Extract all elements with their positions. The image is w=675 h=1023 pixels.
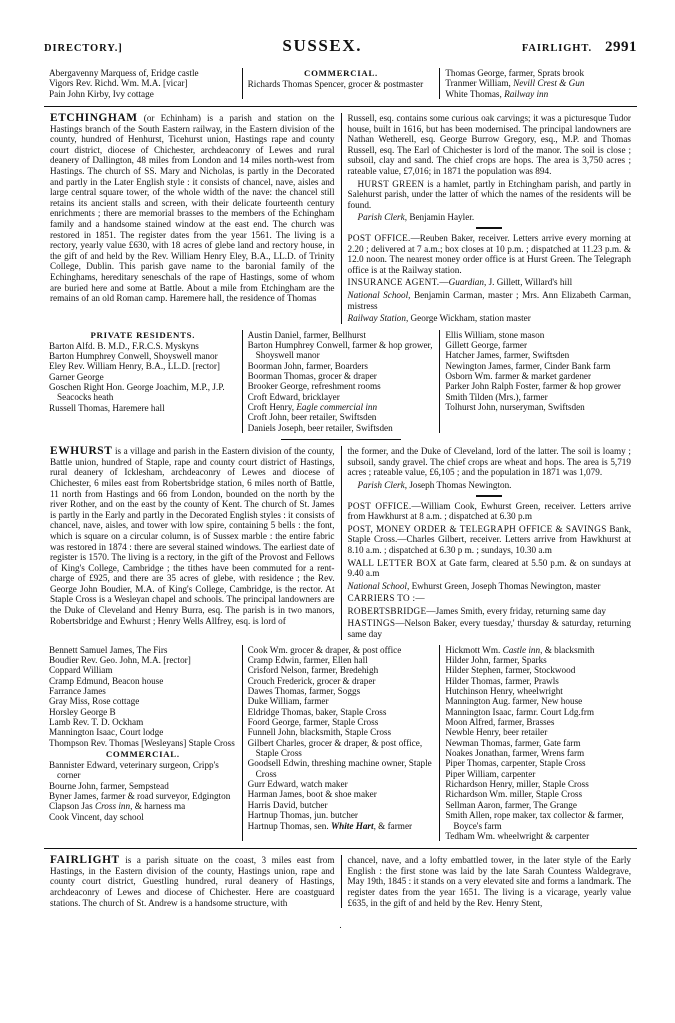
etchingham-desc-text: (or Echinham) is a parish and station on the Hastings branch of the South Eastern railway, in the Eastern division of the county, hundred of Henhurst, Ticehurst union, Hastings rape and county court district, diocese of Chichester, archdeaconry of Lewes and rural deanery of Dallington, 48 miles from London and 14 miles north-west from Hastings. The church of SS. Mary and Nicholas, is partly in the Decorated and partly in the Later English style : it consists of chancel, nave, aisles and large central square tower, of the whole width of the nave: the chancel still retains its ancient stalls and screen, with their delicate fourteenth century enrichments ; there are memorial brasses to the members of the Echingham family and a handsome stained window at the east end. The church was restored in 1851. The register dates from the year 1561. The living is a rectory, yearly value £630, with 18 acres of glebe land and rectory house, in the gift of and held by the Rev. William Henry Eley, B.A., LL.D. of Trinity College, Dublin. This parish gave name to the baronial family of the Echinghams, hereditary seneschals of the rape of Hastings, some of whom are buried here and some at Battle. About a mile from Etchingham are the remains of an old Roman camp. Haremere hall, the residence of Thomas: [50, 113, 335, 304]
list-item: Cramp Edmund, Beacon house: [49, 675, 164, 686]
section-divider: [44, 106, 637, 107]
insurance-agent-label: INSURANCE AGENT.: [347, 277, 440, 288]
national-school-label: National School: [347, 289, 409, 300]
fairlight-desc-left: [44, 855, 341, 908]
list-item: Bennett Samuel James, The Firs: [49, 644, 168, 655]
national-school-text: , Benjamin Carman, master ; Mrs. Ann Elizabeth Carman, mistress: [347, 289, 631, 311]
etchingham-national-school: [348, 290, 632, 311]
post-office-text: —Reuben Baker, receiver. Letters arrive every morning at 2.20 ; delivered at 7 a.m.; box closes at 10 p.m. ; dispatched at 11.23 p.m. & 12.0 noon. The nearest money order office is at Hurst Green. The Telegraph office is at the Railway station.: [347, 232, 631, 275]
list-item: Boudier Rev. Geo. John, M.A. [rector]: [49, 655, 191, 665]
list-item: Goschen Right Hon. George Joachim, M.P., J.P. Seacocks heath: [49, 382, 225, 403]
list-item: Gilbert Charles, grocer & draper, & post office, Staple Cross: [247, 737, 423, 759]
ewhurst-carriers-heading: [348, 593, 632, 604]
etchingham-private-list: [49, 341, 237, 413]
ewhurst-commercial-col-right: [439, 645, 637, 842]
top-commercial-list-2: [445, 68, 632, 99]
national-school-text: , Ewhurst Green, Joseph Thomas Newington, master: [406, 580, 601, 591]
etchingham-commercial-col-2: [439, 330, 637, 433]
top-continuation-columns: [44, 68, 637, 99]
list-item: Sellman Aaron, farmer, The Grange: [445, 799, 577, 810]
railway-station-text: , George Wickham, station master: [405, 313, 531, 324]
list-item: Barton Alfd. B. M.D., F.R.C.S. Myskyns: [49, 340, 199, 351]
list-item: Duke William, farmer: [247, 696, 329, 707]
list-item: Boorman John, farmer, Boarders: [247, 360, 368, 371]
list-item: Hutchinson Henry, wheelwright: [445, 686, 563, 697]
running-head-right: [522, 38, 637, 56]
list-item: Richardson Henry, miller, Staple Cross: [445, 779, 589, 790]
section-divider: [44, 848, 637, 849]
ewhurst-commercial-list-mid: [248, 645, 435, 831]
etchingham-desc-right: [341, 113, 638, 324]
list-item: Parker John Ralph Foster, farmer & hop grower: [445, 381, 621, 392]
list-item: Hickmott Wm. Castle inn, & blacksmith: [445, 644, 595, 655]
list-item: Gray Miss, Rose cottage: [49, 696, 140, 707]
ewhurst-post-office: [348, 501, 632, 522]
list-item: Tedham Wm. wheelwright & carpenter: [445, 830, 590, 841]
ewhurst-national-school: [348, 581, 632, 592]
list-item: Mannington Isaac, farmr. Court Ldg.frm: [445, 706, 595, 717]
county-title: SUSSEX.: [282, 36, 363, 55]
list-item: Harris David, butcher: [247, 799, 328, 810]
list-item: White Thomas, Railway inn: [445, 88, 549, 99]
inn-name: Nevill Crest & Gun: [513, 78, 585, 89]
list-item: Goodsell Edwin, threshing machine owner, Staple Cross: [247, 758, 432, 779]
list-item: Garner George: [49, 371, 104, 382]
list-item: Foord George, farmer, Staple Cross: [247, 717, 379, 728]
list-item: Piper William, carpenter: [445, 768, 536, 779]
top-col-commercial: [242, 68, 440, 99]
list-item: Hartnup Thomas, sen. White Hart, & farmer: [247, 820, 413, 831]
list-item: Boorman Thomas, grocer & draper: [247, 371, 377, 382]
list-item: Bannister Edward, veterinary surgeon, Cripp's corner: [49, 760, 219, 781]
list-item: Crouch Frederick, grocer & draper: [247, 675, 376, 686]
list-item: Dawes Thomas, farmer, Soggs: [247, 686, 361, 697]
list-item: Barton Humphrey Conwell, Shoyswell manor: [49, 351, 218, 362]
list-item: Lamb Rev. T. D. Ockham: [49, 717, 144, 728]
list-item: Abergavenny Marquess of, Eridge castle: [49, 68, 199, 78]
parish-clerk-name: , Joseph Thomas Newington.: [404, 479, 512, 490]
etchingham-commercial-col-1: [242, 330, 440, 433]
insurance-company: Guardian: [448, 277, 484, 288]
list-item: Thompson Rev. Thomas [Wesleyans] Staple Cross: [49, 737, 235, 748]
list-item: Coppard William: [49, 665, 113, 676]
etchingham-placename: ETCHINGHAM: [50, 112, 138, 125]
list-item: Noakes Jonathan, farmer, Wrens farm: [445, 748, 585, 759]
hurst-green-label: HURST GREEN: [357, 178, 425, 189]
ewhurst-commercial-list-left: [49, 760, 237, 822]
ewhurst-private-list: [49, 645, 237, 748]
ewhurst-post-money-order: [348, 524, 632, 556]
etchingham-desc-left: [44, 113, 341, 324]
ewhurst-commercial-list-right: [445, 645, 632, 842]
top-commercial-list: [248, 79, 435, 89]
ewhurst-placename: EWHURST: [50, 445, 113, 458]
ewhurst-desc-cont: the former, and the Duke of Cleveland, lord of the latter. The soil is loamy ; subsoil, sandy gravel. The chief crops are wheat and hops. The area is 5,719 acres ; rateable value, £6,105 ; and the population in 1871 was 1,079.: [347, 446, 631, 478]
list-item: Gurr Edward, watch maker: [247, 779, 348, 790]
dash-separator: [348, 226, 632, 229]
list-item: Harman James, boot & shoe maker: [247, 789, 377, 800]
etchingham-post-office: [348, 233, 632, 275]
list-item: Bourne John, farmer, Sempstead: [49, 780, 169, 791]
list-item: Moon Alfred, farmer, Brasses: [445, 717, 555, 728]
list-item: Eldridge Thomas, baker, Staple Cross: [247, 706, 387, 717]
etchingham-commercial-list-1: [248, 330, 435, 433]
list-item: Newington James, farmer, Cinder Bank farm: [445, 360, 611, 371]
list-item: Hilder Stephen, farmer, Stockwood: [445, 665, 576, 676]
post-office-label: POST OFFICE.: [347, 500, 412, 511]
carrier-detail: —James Smith, every friday, returning same day: [426, 605, 606, 616]
post-money-order-text: Bank, Staple Cross.—Charles Gilbert, receiver. Letters arrive from Hawkhurst at 8.10 a.m. ; dispatched at 6.30 p m. ; sundays, 10.30 a.m: [347, 523, 632, 555]
list-item: Eley Rev. William Henry, B.A., LL.D. [rector]: [49, 361, 220, 372]
carriers-label: CARRIERS TO :—: [347, 593, 425, 604]
ewhurst-description: [44, 446, 637, 640]
ewhurst-desc-text: is a village and parish in the Eastern division of the county, Battle union, hundred of Staple, rape and county court district of Hastings, rural deanery of Icklesham, archdeaconry of Lewes and diocese of Chichester, 6 miles east from Robertsbridge station, 6 miles north of Battle, 11 north from Hastings and 66 from London, bounded on the north by the river Rother, and on the east by the county of Kent. The church of St. James is partly in the Early and partly in the Decorated English styles : it consists of chancel, nave, aisles, and tower with low spire, containing 5 bells : the font, which is square on a circular column, is of Sussex marble : the entire fabric was restored in 1874 : there are several stained windows. The earliest date of register is 1570. The living is a rectory, in the gift of the Provost and Fellows of King's College, Cambridge ; the tithes have been commuted for a rent-charge of £925, and there are 35 acres of glebe, with residence ; the Rev. George John Boudier, M.A. of King's College, Cambridge, is the rector. At Staple Cross is a Wesleyan chapel and schools. The principal landowners are the Duke of Cleveland and Henry Burra, esq. The parish is in two manors, Robertsbridge and Ewhurst ; Henry Wells Allfrey, esq. is lord of: [50, 446, 335, 626]
list-item: Croft John, beer retailer, Swiftsden: [247, 412, 377, 423]
fairlight-placename: FAIRLIGHT: [50, 854, 120, 867]
etchingham-commercial-list-2: [445, 330, 632, 413]
list-item: Cramp Edwin, farmer, Ellen hall: [247, 655, 368, 665]
list-item: Hatcher James, farmer, Swiftsden: [445, 350, 570, 361]
inn-name: Cross inn: [94, 801, 131, 812]
fairlight-intro: [50, 855, 335, 908]
insurance-agent-text: , J. Gillett, Willard's hill: [484, 277, 573, 288]
etchingham-railway-station: [348, 313, 632, 324]
list-item: Croft Edward, bricklayer: [247, 391, 340, 402]
etchingham-insurance-agent: INSURANCE AGENT.—Guardian, J. Gillett, Willard's hill: [347, 277, 573, 288]
list-item: Newble Henry, beer retailer: [445, 727, 548, 738]
list-item: Crisford Nelson, farmer, Bredehigh: [247, 665, 379, 676]
list-item: Richards Thomas Spencer, grocer & postmaster: [247, 79, 424, 89]
list-item: Cook Wm. grocer & draper, & post office: [247, 644, 402, 655]
list-item: Piper Thomas, carpenter, Staple Cross: [445, 758, 586, 769]
etchingham-listings: [44, 330, 637, 433]
list-item: Hilder Thomas, farmer, Prawls: [445, 675, 559, 686]
page-footer-mark: .: [339, 920, 342, 931]
etchingham-intro: [50, 113, 335, 304]
section-divider: [281, 439, 401, 440]
carrier-destination: ROBERTSBRIDGE: [347, 605, 427, 616]
list-item: Vigors Rev. Richd. Wm. M.A. [vicar]: [49, 78, 188, 89]
top-col-private: [44, 68, 242, 99]
ewhurst-intro: [50, 446, 335, 626]
ewhurst-wall-letter-box: [348, 558, 632, 579]
list-item: Byner James, farmer & road surveyor, Edgington: [49, 791, 231, 802]
page-number: 2991: [605, 39, 637, 55]
ewhurst-listings: [44, 645, 637, 842]
etchingham-parish-clerk: [348, 212, 632, 223]
post-money-order-label: POST, MONEY ORDER & TELEGRAPH OFFICE & SAVINGS: [347, 523, 607, 534]
hurst-green-note: HURST GREEN is a hamlet, partly in Etchingham parish, and partly in Salehurst parish, under the latter of which the names of the residents will be found.: [347, 178, 631, 210]
list-item: Croft Henry, Eagle commercial inn: [247, 402, 378, 413]
national-school-label: National School: [347, 580, 407, 591]
list-item: Brooker George, refreshment rooms: [247, 381, 381, 392]
running-head-center: [123, 36, 522, 56]
fairlight-description: [44, 855, 637, 908]
list-item: Hartnup Thomas, jun. butcher: [247, 810, 358, 821]
etchingham-desc-cont: Russell, esq. contains some curious oak carvings; it was a picturesque Tudor house, built in 1616, but has been modernised. The principal landowners are Nathan Wetherell, esq. George Burrow Gregory, esq., M.P. and Thomas Russell, esq. The Earl of Chichester is lord of the manor. The soil is close ; subsoil, clay and sand. The chief crops are hops. The area is 3,750 acres ; rateable value, £7,016; in 1871 the population was 894.: [347, 113, 631, 176]
inn-name: White Hart: [330, 820, 374, 831]
fairlight-desc-cont: chancel, nave, and a lofty embattled tower, in the later style of the Early English : the first stone was laid by the late Sarah Countess Waldegrave, May 19th, 1845 : it stands on a very elevated site and forms a landmark. The register dates from the year 1651. The living is a vicarage, yearly value £635, in the gift of and held by the Rev. Henry Stent,: [347, 855, 631, 908]
directory-label: DIRECTORY.]: [44, 43, 123, 54]
fairlight-desc-text: is a parish situate on the coast, 3 miles east from Hastings, in the Eastern division of the county, Hastings union, rape and county court district, Guestling hundred, rural deanery of Hastings, archdeaconry of Lewes and diocese of Chichester. Here are coastguard stations. The church of St. Andrew is a handsome structure, with: [50, 855, 335, 908]
wall-letter-box-text: at Gate farm, cleared at 5.50 p.m. & on sundays at 9.40 a.m: [347, 557, 631, 579]
list-item: Thomas George, farmer, Sprats brook: [445, 68, 585, 78]
inn-name: Railway inn: [504, 88, 549, 99]
parish-clerk-name: , Benjamin Hayler.: [404, 212, 475, 223]
place-title: FAIRLIGHT.: [521, 43, 592, 54]
top-private-list: [49, 68, 237, 99]
list-item: Horsley George B: [49, 706, 116, 717]
private-residents-heading: PRIVATE RESIDENTS.: [90, 329, 196, 340]
ewhurst-parish-clerk: [348, 480, 632, 491]
etchingham-description: [44, 113, 637, 324]
ewhurst-desc-left: [44, 446, 341, 640]
ewhurst-commercial-col-mid: [242, 645, 440, 842]
list-item: Osborn Wm. farmer & market gardener: [445, 371, 592, 382]
etchingham-private-col: [44, 330, 242, 433]
list-item: Pain John Kirby, Ivy cottage: [49, 88, 154, 99]
list-item: Mannington Isaac, Court lodge: [49, 727, 164, 738]
list-item: Russell Thomas, Haremere hall: [49, 402, 165, 413]
fairlight-desc-right: [341, 855, 638, 908]
list-item: Smith Tilden (Mrs.), farmer: [445, 391, 548, 402]
inn-name: Eagle commercial inn: [296, 402, 378, 413]
carrier-entry: [348, 606, 632, 617]
list-item: Mannington Aug. farmer, New house: [445, 696, 583, 707]
list-item: Austin Daniel, farmer, Bellhurst: [247, 329, 366, 340]
wall-letter-box-label: WALL LETTER BOX: [347, 557, 437, 568]
list-item: Daniels Joseph, beer retailer, Swiftsden: [247, 422, 393, 433]
parish-clerk-label: Parish Clerk: [357, 212, 405, 223]
list-item: Richardson Wm. miller, Staple Cross: [445, 789, 583, 800]
post-office-text: —William Cook, Ewhurst Green, receiver. Letters arrive from Hawkhurst at 8 a.m. ; dispatched at 6.30 p.m: [347, 500, 631, 522]
list-item: Smith Allen, rope maker, tax collector & farmer, Boyce's farm: [445, 810, 624, 831]
parish-clerk-label: Parish Clerk: [357, 479, 405, 490]
list-item: Cook Vincent, day school: [49, 811, 144, 822]
list-item: Ellis William, stone mason: [445, 329, 545, 340]
list-item: Gillett George, farmer: [445, 340, 528, 351]
running-head-left: [44, 38, 123, 56]
carrier-destination: HASTINGS: [347, 618, 396, 629]
commercial-heading: COMMERCIAL.: [304, 68, 378, 78]
list-item: Clapson Jas Cross inn, & harness ma: [49, 801, 186, 812]
post-office-label: POST OFFICE.: [347, 232, 411, 243]
running-head: [44, 36, 637, 56]
ewhurst-commercial-heading: COMMERCIAL.: [105, 749, 180, 760]
list-item: Barton Humphrey Conwell, farmer & hop grower, Shoyswell manor: [247, 340, 433, 361]
dash-separator: [348, 494, 632, 497]
list-item: Newman Thomas, farmer, Gate farm: [445, 737, 581, 748]
railway-station-label: Railway Station: [347, 313, 406, 324]
carrier-detail: —Nelson Baker, every tuesday,' thursday & saturday, returning same day: [347, 618, 631, 640]
list-item: Tranmer William, Nevill Crest & Gun: [445, 78, 585, 89]
list-item: Funnell John, blacksmith, Staple Cross: [247, 727, 392, 738]
list-item: Farrance James: [49, 686, 106, 697]
list-item: Hilder John, farmer, Sparks: [445, 655, 547, 665]
ewhurst-private-col: [44, 645, 242, 842]
top-col-commercial-cont: [439, 68, 637, 99]
carrier-entry: [348, 618, 632, 639]
ewhurst-desc-right: [341, 446, 638, 640]
list-item: Tolhurst John, nurseryman, Swiftsden: [445, 402, 585, 413]
inn-name: Castle inn: [502, 644, 541, 655]
